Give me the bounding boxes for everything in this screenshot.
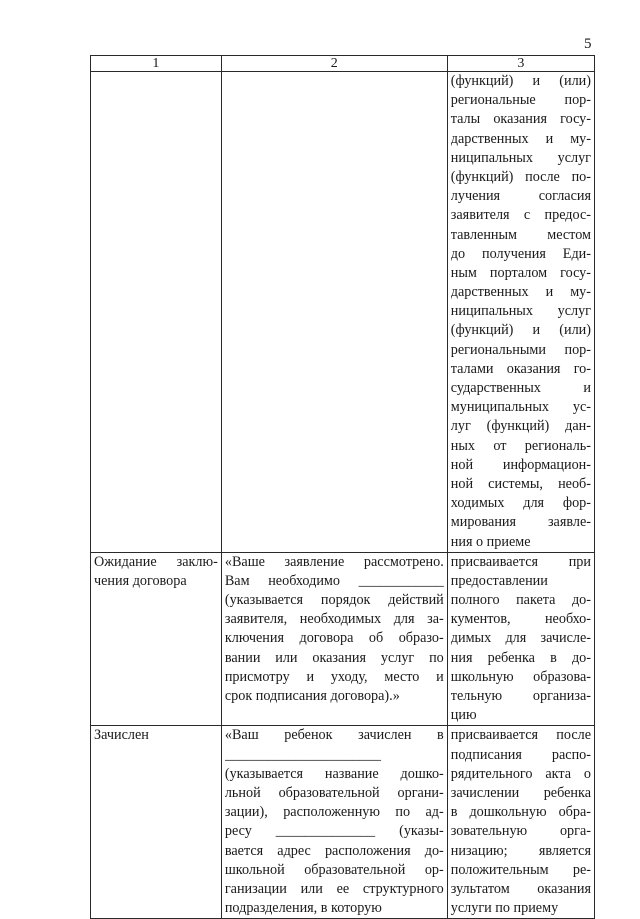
cell-text-line: Ожидание заклю-: [94, 553, 218, 570]
cell-text-line: (указывается порядок действий: [224, 592, 444, 609]
cell-text-line: ной информацион-: [450, 456, 591, 473]
cell-text-line: тавленным местом: [450, 226, 591, 243]
cell-text-line: дарственных и му-: [450, 284, 591, 301]
cell-text-line: чения договора: [94, 572, 187, 589]
cell-text-line: подразделения, в которую: [224, 900, 382, 917]
cell-text-line: региональные пор-: [450, 92, 591, 109]
cell-text-line: сударственных и: [450, 380, 591, 396]
cell-text-line: заявителя, необходимых для за-: [224, 611, 444, 628]
column-header-2: 2: [221, 56, 447, 72]
table-row: [91, 72, 595, 553]
cell-text-line: ______________________: [224, 746, 381, 763]
cell-text-line: вается адрес расположения до-: [224, 842, 444, 859]
cell-text-line: талы оказания госу-: [450, 111, 591, 128]
cell-text-line: талами оказания го-: [450, 360, 591, 377]
row1-col1-cell: [91, 72, 222, 553]
row3-col1-cell: [91, 726, 222, 919]
cell-text-line: подписания распо-: [450, 746, 591, 763]
cell-text-line: присмотру и уходу, место и: [224, 668, 444, 685]
cell-text-line: «Ваш ребенок зачислен в: [224, 727, 444, 744]
cell-text-line: ной системы, необ-: [450, 475, 591, 492]
document-table: [90, 55, 595, 919]
row2-col2-cell: [221, 552, 447, 726]
cell-text-line: льной образовательной органи-: [224, 784, 444, 801]
cell-text-line: школьной образовательной ор-: [224, 861, 444, 878]
cell-text-line: (функций) после по-: [450, 168, 591, 185]
row2-col1-cell: [91, 552, 222, 726]
cell-text-line: тельную организа-: [450, 688, 591, 704]
cell-text-line: ния о приеме: [450, 533, 531, 550]
column-header-3: 3: [447, 56, 594, 72]
table-row: [91, 552, 595, 726]
row3-col3-cell: [447, 726, 594, 919]
cell-text-line: ных от региональ-: [450, 437, 591, 454]
page-number: 5: [584, 36, 592, 52]
cell-text-line: цию: [450, 707, 477, 724]
cell-text-line: присваивается при: [450, 553, 591, 570]
row2-col3-cell: [447, 552, 594, 726]
row1-col2-cell: [221, 72, 447, 553]
table-header-row: [91, 56, 595, 72]
cell-text-line: срок подписания договора).»: [224, 688, 400, 704]
cell-text-line: ходимых для фор-: [450, 495, 591, 512]
cell-text-line: присваивается после: [450, 727, 591, 744]
cell-text-line: услуги по приему: [450, 900, 559, 917]
cell-text-line: полного пакета до-: [450, 592, 591, 609]
cell-text-line: региональными пор-: [450, 341, 591, 358]
row3-col2-cell: [221, 726, 447, 919]
cell-text-line: кументов, необхо-: [450, 611, 591, 628]
cell-text-line: ниципальных услуг: [450, 303, 591, 320]
cell-text-line: мирования заявле-: [450, 514, 591, 531]
cell-text-line: (функций) и (или): [450, 73, 591, 89]
cell-text-line: школьную образова-: [450, 668, 591, 685]
cell-text-line: ресу ______________ (указы-: [224, 823, 444, 840]
cell-text-line: Зачислен: [94, 727, 149, 744]
cell-text-line: заявителя с предос-: [450, 207, 591, 224]
cell-text-line: зультатом оказания: [450, 880, 591, 897]
cell-text-line: лучения согласия: [450, 188, 591, 205]
table-row: [91, 726, 595, 919]
cell-text-line: положительным ре-: [450, 861, 591, 878]
cell-text-line: димых для зачисле-: [450, 630, 591, 647]
column-header-1: 1: [91, 56, 222, 72]
cell-text-line: (функций) и (или): [450, 322, 591, 339]
cell-text-line: зачислении ребенка: [450, 784, 591, 801]
cell-text-line: ным порталом госу-: [450, 264, 591, 281]
cell-text-line: предоставлении: [450, 572, 548, 589]
cell-text-line: зации), расположенную по ад-: [224, 804, 444, 821]
row1-col3-cell: [447, 72, 594, 553]
cell-text-line: дарственных и му-: [450, 130, 591, 147]
cell-text-line: вании или оказания услуг по: [224, 649, 444, 666]
cell-text-line: ниципальных услуг: [450, 149, 591, 166]
cell-text-line: муниципальных ус-: [450, 399, 591, 416]
cell-text-line: в дошкольную обра-: [450, 804, 591, 821]
cell-text-line: «Ваше заявление рассмотрено.: [224, 553, 444, 570]
cell-text-line: рядительного акта о: [450, 765, 591, 782]
cell-text-line: зовательную орга-: [450, 823, 591, 840]
cell-text-line: ганизации или ее структурного: [224, 880, 444, 897]
cell-text-line: луг (функций) дан-: [450, 418, 591, 435]
cell-text-line: (указывается название дошко-: [224, 765, 444, 782]
cell-text-line: Вам необходимо ____________: [224, 572, 444, 589]
cell-text-line: ключения договора об образо-: [224, 630, 444, 647]
cell-text-line: ния ребенка в до-: [450, 649, 591, 666]
cell-text-line: до получения Еди-: [450, 245, 591, 262]
cell-text-line: низацию; является: [450, 842, 591, 859]
